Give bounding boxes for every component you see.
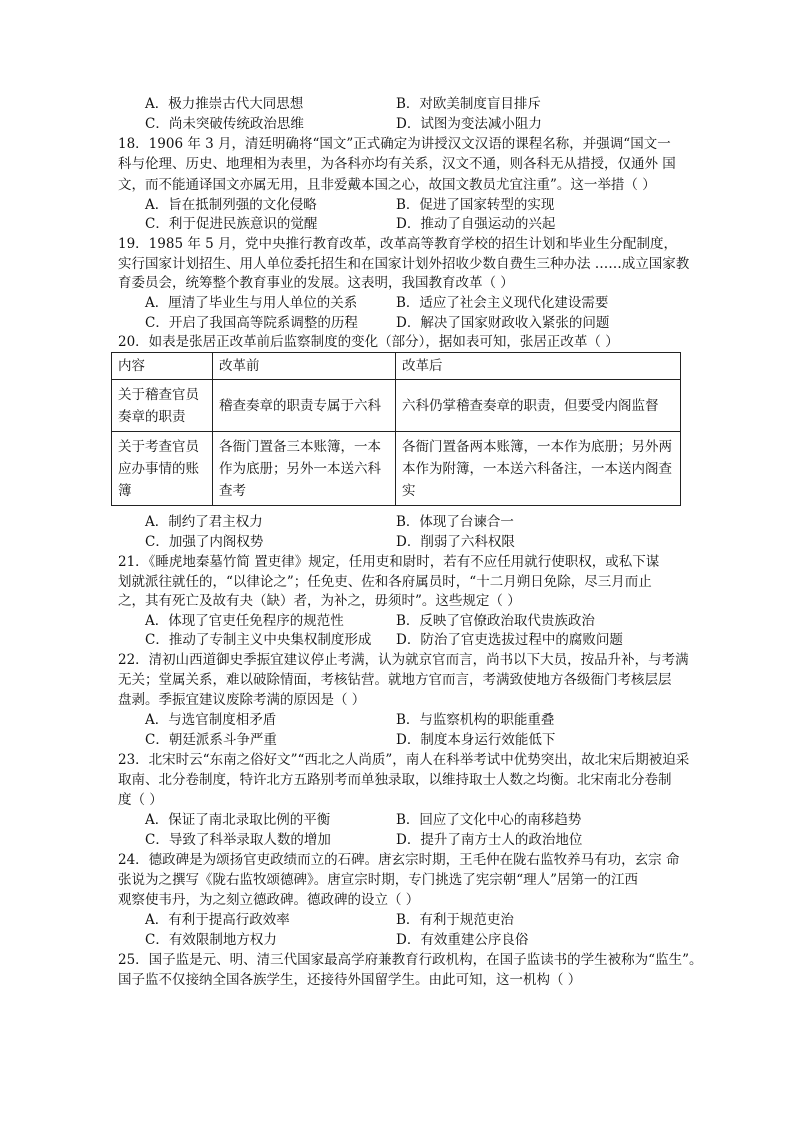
q24-option-b: B．有利于规范吏治 (396, 912, 514, 928)
q17-option-c: C．尚未突破传统政治思维 (145, 116, 304, 132)
table-header-row (112, 353, 681, 380)
q21-option-a: A．体现了官吏任免程序的规范性 (145, 613, 344, 629)
q21-stem-line: 21．《睡虎地秦墓竹简 置吏律》规定，任用吏和尉时，若有不应任用就行使职权，或私下谋 (118, 554, 660, 570)
q23-stem-line: 取南、北分卷制度，特许北方五路别考而单独录取，以维持取士人数之均衡。北宋南北分卷制 (118, 772, 672, 788)
q21-option-d: D．防治了官吏选拔过程中的腐败问题 (396, 632, 623, 648)
q22-stem-line: 盘剥。季振宜建议废除考满的原因是（ ） (118, 692, 366, 708)
q18-stem-line: 科与伦理、历史、地理相为表里，为各科亦均有关系，汉文不通，则各科无从措授，仅通外 国 (118, 156, 676, 172)
q23-option-d: D．提升了南方士人的政治地位 (396, 832, 583, 848)
table-row (112, 432, 681, 506)
q17-option-d: D．试图为变法减小阻力 (396, 116, 542, 132)
q25-stem-line: 25．国子监是元、明、清三代国家最高学府兼教育行政机构，在国子监读书的学生被称为“监生”。 (118, 952, 703, 968)
q20-option-b: B．体现了台谏合一 (396, 514, 514, 530)
q20-option-c: C．加强了内阁权势 (145, 534, 264, 550)
q19-stem-line: 19．1985 年 5 月，党中央推行教育改革，改革高等教育学校的招生计划和毕业生分配制度， (118, 236, 677, 252)
q22-option-a: A．与选官制度相矛盾 (145, 712, 277, 728)
q23-option-c: C．导致了科举录取人数的增加 (145, 832, 331, 848)
table-row (112, 380, 681, 432)
q20-option-d: D．削弱了六科权限 (396, 534, 515, 550)
q20-comparison-table (111, 352, 681, 506)
q24-option-a: A．有利于提高行政效率 (145, 912, 290, 928)
q19-option-b: B．适应了社会主义现代化建设需要 (396, 295, 609, 311)
table-header-cell: 改革前 (213, 353, 396, 380)
q21-option-c: C．推动了专制主义中央集权制度形成 (145, 632, 372, 648)
q19-option-d: D．解决了国家财政收入紧张的问题 (396, 315, 610, 331)
q23-stem-line: 23．北宋时云“东南之俗好文”“西北之人尚质”，南人在科举考试中优势突出，故北宋后期被迫采 (118, 752, 690, 768)
q21-option-b: B．反映了官僚政治取代贵族政治 (396, 613, 595, 629)
table-cell: 六科仍掌稽查奏章的职责，但要受内阁监督 (396, 380, 681, 432)
q17-option-a: A．极力推崇古代大同思想 (145, 96, 304, 112)
table-cell: 各衙门置备三本账簿，一本作为底册；另外一本送六科查考 (213, 432, 396, 506)
q18-stem-line: 18．1906 年 3 月，清廷明确将“国文”正式确定为讲授汉文汉语的课程名称，并强调“国文一 (118, 136, 671, 152)
q23-stem-line: 度（ ） (118, 792, 163, 808)
q18-option-c: C．利于促进民族意识的觉醒 (145, 216, 318, 232)
q22-option-b: B．与监察机构的职能重叠 (396, 712, 555, 728)
q20-option-a: A．制约了君主权力 (145, 514, 263, 530)
q17-option-b: B．对欧美制度盲目排斥 (396, 96, 541, 112)
q22-stem-line: 22．清初山西道御史季振宜建议停止考满，认为就京官而言，尚书以下大员，按品升补，与考满 (118, 652, 689, 668)
q22-option-c: C．朝廷派系斗争严重 (145, 732, 277, 748)
q19-option-c: C．开启了我国高等院系调整的历程 (145, 315, 358, 331)
q24-option-d: D．有效重建公序良俗 (396, 932, 529, 948)
q21-stem-line: 之，其有死亡及故有夬（缺）者，为补之，毋须时”。这些规定（ ） (118, 593, 521, 609)
q18-option-a: A．旨在抵制列强的文化侵略 (145, 197, 317, 213)
table-cell: 关于考查官员应办事情的账簿 (112, 432, 213, 506)
q23-option-b: B．回应了文化中心的南移趋势 (396, 812, 582, 828)
q24-stem-line: 张说为之撰写《陇右监牧颂德碑》。唐宣宗时期，专门挑选了宪宗朝“理人”居第一的江西 (118, 872, 639, 888)
table-header-cell: 改革后 (396, 353, 681, 380)
q25-stem-line: 国子监不仅接纳全国各族学生，还接待外国留学生。由此可知，这一机构（ ） (118, 972, 582, 988)
table-header-cell: 内容 (112, 353, 213, 380)
q24-option-c: C．有效限制地方权力 (145, 932, 277, 948)
table-cell: 各衙门置备两本账簿，一本作为底册；另外两本作为附簿，一本送六科备注，一本送内阁查实 (396, 432, 681, 506)
table-cell: 稽查奏章的职责专属于六科 (213, 380, 396, 432)
q18-stem-line: 文，而不能通译国文亦属无用，且非爱戴本国之心，故国文教员尤宜注重”。这一举措（ ） (118, 177, 656, 193)
q19-option-a: A．厘清了毕业生与用人单位的关系 (145, 295, 358, 311)
q19-stem-line: 实行国家计划招生、用人单位委托招生和在国家计划外招收少数自费生三种办法 ……成立国家教 (118, 256, 690, 272)
q21-stem-line: 划就派往就任的，“以律论之”；任免吏、佐和各府属员时，“十二月朔日免除，尽三月而止 (118, 574, 652, 590)
q18-option-b: B．促进了国家转型的实现 (396, 197, 555, 213)
q22-option-d: D．制度本身运行效能低下 (396, 732, 556, 748)
q22-stem-line: 无关；堂属关系，难以破除情面，考核钻营。就地方官而言，考满致使地方各级衙门考核层层 (118, 672, 672, 688)
q20-stem-line: 20．如表是张居正改革前后监察制度的变化（部分），据如表可知，张居正改革（ ） (118, 334, 619, 350)
q24-stem-line: 24．德政碑是为颂扬官吏政绩而立的石碑。唐玄宗时期，王毛仲在陇右监牧养马有功，玄宗 命 (118, 852, 680, 868)
q24-stem-line: 观察使韦丹，为之刻立德政碑。德政碑的设立（ ） (118, 892, 420, 908)
table-cell: 关于稽查官员奏章的职责 (112, 380, 213, 432)
q19-stem-line: 育委员会，统筹整个教育事业的发展。这表明，我国教育改革（ ） (118, 275, 514, 291)
q18-option-d: D．推动了自强运动的兴起 (396, 216, 556, 232)
q23-option-a: A．保证了南北录取比例的平衡 (145, 812, 331, 828)
